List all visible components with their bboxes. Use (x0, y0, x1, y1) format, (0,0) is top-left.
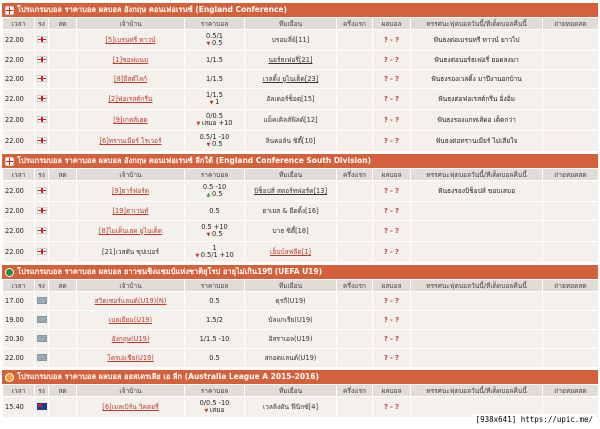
result-score: ? - ? (373, 292, 411, 311)
half-time-score (337, 349, 373, 368)
section-header[interactable] (2, 265, 598, 279)
match-row (3, 181, 599, 202)
col-header-result: ผลบอล (373, 18, 411, 30)
league-flag-cell (35, 131, 49, 152)
away-team: บรอมลี่ย์[11] (245, 30, 337, 51)
result-score: ? - ? (373, 51, 411, 70)
result-score: ? - ? (373, 311, 411, 330)
arrow-down-icon: ▼ (196, 120, 202, 127)
tip-link[interactable]: ฟันธงรองเวลดิ้ง มาปีงานอกบ้าน (411, 70, 543, 89)
tip-link[interactable]: ฟันธงต่อเบรนทรี ทาวน์ ยาวไป (411, 30, 543, 51)
odds-handicap: 0.5 (209, 296, 220, 305)
odds-line (207, 141, 223, 149)
away-team: ตุรกี(U19) (245, 292, 337, 311)
kickoff-time: 22.00 (3, 89, 35, 110)
odds-cell (185, 330, 245, 349)
live-cell (49, 221, 77, 242)
odds-stack (187, 113, 242, 128)
col-header-home: เจ้าบ้าน (77, 18, 185, 30)
league-flag-cell (35, 89, 49, 110)
kickoff-time: 20.30 (3, 330, 35, 349)
england-flag-icon (37, 137, 47, 144)
match-row (3, 221, 599, 242)
col-header-stream: ถ่ายทอดสด (543, 385, 599, 397)
away-team[interactable]: บิช็อปส์ สตอร์ทฟอร์ด[13] (245, 181, 337, 202)
home-team-link[interactable]: [21]เวสตัน ซุปเปอร์ (77, 242, 185, 263)
home-team-link[interactable]: [8]อีสต์ไลก์ (77, 70, 185, 89)
col-header-half: ครึ่งแรก (337, 280, 373, 292)
odds-cell (185, 311, 245, 330)
col-header-time: เวลา (3, 385, 35, 397)
odds-handicap: 1/1.5 -10 (199, 334, 230, 343)
fixture-table (2, 17, 599, 152)
half-time-score (337, 89, 373, 110)
odds-cell (185, 30, 245, 51)
half-time-score (337, 202, 373, 221)
league-flag-cell (35, 181, 49, 202)
away-team: ฮาเยส & ยีดดิ้ง[16] (245, 202, 337, 221)
result-score: ? - ? (373, 70, 411, 89)
col-header-half: ครึ่งแรก (337, 18, 373, 30)
match-row (3, 51, 599, 70)
england-flag-icon (37, 227, 47, 234)
league-section (2, 265, 598, 368)
result-score: ? - ? (373, 110, 411, 131)
table-header-row (3, 18, 599, 30)
odds-handicap: 0/0.5 (206, 111, 223, 120)
half-time-score (337, 131, 373, 152)
live-stream-cell (543, 89, 599, 110)
england-badge-icon (5, 6, 14, 15)
col-header-odds: ราคาบอล (185, 169, 245, 181)
england-flag-icon (37, 95, 47, 102)
live-cell (49, 131, 77, 152)
home-team-link[interactable]: [6]ทรานเมียร์ โรเวอร์ (77, 131, 185, 152)
odds-stack (187, 208, 242, 215)
kickoff-time: 15.40 (3, 397, 35, 418)
col-header-home: เจ้าบ้าน (77, 280, 185, 292)
away-team[interactable]: เวลดิ้ง ยูไนเต็ด[23] (245, 70, 337, 89)
tip-link (411, 242, 543, 263)
match-row (3, 292, 599, 311)
odds-stack (187, 336, 242, 343)
result-score: ? - ? (373, 221, 411, 242)
live-stream-cell (543, 221, 599, 242)
tip-link (411, 292, 543, 311)
odds-stack (187, 400, 242, 415)
odds-cell (185, 110, 245, 131)
live-cell (49, 242, 77, 263)
home-team-link[interactable]: [8]ไมเด็นเฮด ยูไนเต็ด (77, 221, 185, 242)
england-flag-icon (37, 207, 47, 214)
odds-stack (187, 134, 242, 149)
match-row (3, 202, 599, 221)
col-header-live: สด (49, 18, 77, 30)
away-team: ลินคอล์น ซิตี้[10] (245, 131, 337, 152)
section-header[interactable] (2, 370, 598, 384)
odds-price: เสมอ (209, 405, 225, 414)
league-section (2, 154, 598, 263)
odds-price: 0.5 (211, 189, 223, 198)
result-score: ? - ? (373, 181, 411, 202)
odds-stack (187, 298, 242, 305)
match-row (3, 242, 599, 263)
tip-link (411, 202, 543, 221)
col-header-odds: ราคาบอล (185, 18, 245, 30)
odds-price: 0.5 (211, 38, 223, 47)
tip-link[interactable]: ฟันธงรองบิช็อปส์ ขอบเสมอ (411, 181, 543, 202)
result-score: ? - ? (373, 397, 411, 418)
odds-handicap: 1/1.5 (206, 74, 223, 83)
section-header[interactable] (2, 154, 598, 168)
half-time-score (337, 311, 373, 330)
arrow-down-icon: ▼ (206, 231, 212, 238)
odds-price: เสมอ +10 (201, 118, 233, 127)
col-header-tip: ทรรศนะฟุตบอลวันนี้/ทีเด็ดบอลคืนนี้ (411, 18, 543, 30)
away-team: แม็คเคิลส์ฟิลด์[12] (245, 110, 337, 131)
europe-flag-icon (37, 354, 47, 361)
match-row (3, 311, 599, 330)
col-header-half: ครึ่งแรก (337, 385, 373, 397)
col-header-league: รง (35, 385, 49, 397)
odds-stack (187, 184, 242, 199)
odds-handicap: 0.5/1 -10 (199, 132, 230, 141)
result-score: ? - ? (373, 330, 411, 349)
odds-cell (185, 292, 245, 311)
result-score: ? - ? (373, 349, 411, 368)
col-header-result: ผลบอล (373, 169, 411, 181)
league-flag-cell (35, 242, 49, 263)
odds-cell (185, 89, 245, 110)
odds-cell (185, 70, 245, 89)
section-header[interactable] (2, 3, 598, 17)
odds-line (207, 191, 223, 199)
kickoff-time: 22.00 (3, 51, 35, 70)
half-time-score (337, 330, 373, 349)
home-team-link[interactable]: เบลเยียม(U19) (77, 311, 185, 330)
odds-stack (187, 33, 242, 48)
live-stream-cell (543, 292, 599, 311)
odds-stack (187, 317, 242, 324)
odds-handicap: 0/0.5 -10 (199, 398, 230, 407)
half-time-score (337, 51, 373, 70)
col-header-away: ทีมเยือน (245, 169, 337, 181)
col-header-tip: ทรรศนะฟุตบอลวันนี้/ทีเด็ดบอลคืนนี้ (411, 280, 543, 292)
odds-line (195, 252, 233, 260)
europe-flag-icon (37, 335, 47, 342)
odds-cell (185, 202, 245, 221)
live-stream-cell (543, 110, 599, 131)
col-header-odds: ราคาบอล (185, 385, 245, 397)
live-cell (49, 51, 77, 70)
result-score: ? - ? (373, 89, 411, 110)
odds-stack (187, 57, 242, 64)
col-header-away: ทีมเยือน (245, 18, 337, 30)
odds-cell (185, 51, 245, 70)
col-header-time: เวลา (3, 169, 35, 181)
away-team[interactable]: นอร์ธเฟอรี่[21] (245, 51, 337, 70)
league-flag-cell (35, 221, 49, 242)
odds-line (207, 40, 223, 48)
live-stream-cell (543, 30, 599, 51)
kickoff-time: 22.00 (3, 181, 35, 202)
half-time-score (337, 397, 373, 418)
odds-line (210, 99, 220, 107)
home-team-link[interactable]: สวิตเซอร์แลนด์(U19)(N) (77, 292, 185, 311)
away-team[interactable]: เอ็บบ์สฟลีต[1] (245, 242, 337, 263)
odds-line (204, 407, 224, 415)
match-row (3, 89, 599, 110)
home-team-link[interactable]: โครเอเชีย(U19) (77, 349, 185, 368)
col-header-home: เจ้าบ้าน (77, 169, 185, 181)
england-flag-icon (37, 187, 47, 194)
col-header-stream: ถ่ายทอดสด (543, 169, 599, 181)
half-time-score (337, 181, 373, 202)
england-flag-icon (37, 36, 47, 43)
australia-flag-icon (37, 403, 47, 410)
col-header-stream: ถ่ายทอดสด (543, 280, 599, 292)
league-flag-cell (35, 311, 49, 330)
away-team: บาธ ซิตี้[18] (245, 221, 337, 242)
odds-stack (187, 92, 242, 107)
result-score: ? - ? (373, 30, 411, 51)
arrow-down-icon: ▼ (209, 99, 216, 106)
league-flag-cell (35, 70, 49, 89)
odds-stack (187, 245, 242, 260)
europe-flag-icon (37, 297, 47, 304)
live-cell (49, 292, 77, 311)
australia-badge-icon (5, 373, 14, 382)
england-badge-icon (5, 157, 14, 166)
col-header-away: ทีมเยือน (245, 280, 337, 292)
live-cell (49, 110, 77, 131)
match-row (3, 110, 599, 131)
odds-price: 1 (215, 97, 220, 106)
tip-link[interactable]: ฟันธงต่อฟอเรสต์กรีน อิ่งอิ่ม (411, 89, 543, 110)
odds-handicap: 1.5/2 (206, 315, 223, 324)
live-stream-cell (543, 131, 599, 152)
odds-stack (187, 224, 242, 239)
match-row (3, 131, 599, 152)
league-flag-cell (35, 110, 49, 131)
col-header-live: สด (49, 385, 77, 397)
live-stream-cell (543, 51, 599, 70)
odds-handicap: 1/1.5 (206, 90, 223, 99)
england-flag-icon (37, 56, 47, 63)
live-stream-cell (543, 330, 599, 349)
away-team: เวลลิงตัน ฟีนิกซ์[4] (245, 397, 337, 418)
fixture-table (2, 384, 599, 418)
live-cell (49, 397, 77, 418)
live-cell (49, 311, 77, 330)
odds-line (207, 231, 223, 239)
odds-handicap: 0.5 (209, 353, 220, 362)
col-header-time: เวลา (3, 280, 35, 292)
kickoff-time: 22.00 (3, 242, 35, 263)
section-title: โปรแกรมบอล ราคาบอล ผลบอล อังกฤษ คอนเฟอเรนซ์ (England Conference) (17, 5, 287, 14)
arrow-down-icon: ▼ (195, 252, 201, 259)
tip-link (411, 349, 543, 368)
col-header-time: เวลา (3, 18, 35, 30)
kickoff-time: 22.00 (3, 131, 35, 152)
kickoff-time: 22.00 (3, 110, 35, 131)
half-time-score (337, 110, 373, 131)
odds-price: 0.5 (211, 139, 223, 148)
odds-stack (187, 355, 242, 362)
col-header-tip: ทรรศนะฟุตบอลวันนี้/ทีเด็ดบอลคืนนี้ (411, 169, 543, 181)
live-cell (49, 330, 77, 349)
odds-price: 0.5/1 +10 (200, 250, 234, 259)
match-row (3, 349, 599, 368)
col-header-live: สด (49, 280, 77, 292)
odds-cell (185, 242, 245, 263)
tip-link (411, 221, 543, 242)
england-flag-icon (37, 75, 47, 82)
kickoff-time: 22.00 (3, 70, 35, 89)
odds-stack (187, 76, 242, 83)
home-team-link[interactable]: [6]เมลเบิร์น วิคตอรี่ (77, 397, 185, 418)
england-flag-icon (37, 116, 47, 123)
section-title: โปรแกรมบอล ราคาบอล ผลบอล อังกฤษ คอนเฟอเรนซ์ ลีกใต้ (England Conference South Division) (17, 156, 372, 165)
live-cell (49, 181, 77, 202)
result-score: ? - ? (373, 202, 411, 221)
kickoff-time: 22.00 (3, 30, 35, 51)
away-team: อัลเดอร์ช็อต[15] (245, 89, 337, 110)
odds-cell (185, 131, 245, 152)
live-cell (49, 70, 77, 89)
image-size-watermark: [938x641] https://upic.me/ (473, 414, 596, 425)
table-header-row (3, 169, 599, 181)
kickoff-time: 17.00 (3, 292, 35, 311)
arrow-down-icon: ▼ (206, 141, 212, 148)
live-stream-cell (543, 242, 599, 263)
col-header-tip: ทรรศนะฟุตบอลวันนี้/ทีเด็ดบอลคืนนี้ (411, 385, 543, 397)
match-row (3, 70, 599, 89)
half-time-score (337, 70, 373, 89)
col-header-live: สด (49, 169, 77, 181)
kickoff-time: 22.00 (3, 202, 35, 221)
result-score: ? - ? (373, 131, 411, 152)
league-section (2, 3, 598, 152)
odds-line (196, 120, 232, 128)
half-time-score (337, 221, 373, 242)
odds-price: 0.5 (211, 229, 223, 238)
england-flag-icon (37, 248, 47, 255)
league-flag-cell (35, 292, 49, 311)
odds-handicap: 1 (212, 243, 217, 252)
live-stream-cell (543, 349, 599, 368)
live-stream-cell (543, 202, 599, 221)
away-team: อิสราเอล(U19) (245, 330, 337, 349)
tip-link (411, 330, 543, 349)
col-header-odds: ราคาบอล (185, 280, 245, 292)
fixture-table (2, 279, 599, 368)
league-flag-cell (35, 30, 49, 51)
live-stream-cell (543, 70, 599, 89)
col-header-league: รง (35, 169, 49, 181)
away-team: สกอตแลนด์(U19) (245, 349, 337, 368)
league-section (2, 370, 598, 418)
league-flag-cell (35, 397, 49, 418)
tip-link[interactable]: ฟันธงต่อทรานเมียร์ ไม่เสียใจ (411, 131, 543, 152)
home-team-link[interactable]: [1]ชอฟแนม (77, 51, 185, 70)
live-cell (49, 30, 77, 51)
odds-cell (185, 349, 245, 368)
live-cell (49, 89, 77, 110)
match-row (3, 30, 599, 51)
europe-flag-icon (37, 316, 47, 323)
half-time-score (337, 242, 373, 263)
kickoff-time: 22.00 (3, 349, 35, 368)
fixture-table (2, 168, 599, 263)
section-title: โปรแกรมบอล ราคาบอล ผลบอล ออสเตรเลีย เอ ลีก (Australia League A 2015-2016) (17, 372, 319, 381)
kickoff-time: 19.00 (3, 311, 35, 330)
odds-handicap: 0.5/1 (206, 31, 223, 40)
col-header-league: รง (35, 280, 49, 292)
away-team: บัลแกเรีย(U19) (245, 311, 337, 330)
table-header-row (3, 280, 599, 292)
odds-cell (185, 181, 245, 202)
home-team-link[interactable]: [9]เกทส์เฮด (77, 110, 185, 131)
col-header-home: เจ้าบ้าน (77, 385, 185, 397)
tip-link[interactable]: ฟันธงรองแกทเส้ดอ เด็ดกว่า (411, 110, 543, 131)
live-stream-cell (543, 181, 599, 202)
col-header-stream: ถ่ายทอดสด (543, 18, 599, 30)
col-header-half: ครึ่งแรก (337, 169, 373, 181)
home-team-link[interactable]: [19]ฮาเวนท์ (77, 202, 185, 221)
arrow-down-icon: ▼ (206, 40, 212, 47)
league-flag-cell (35, 202, 49, 221)
odds-handicap: 0.5 -10 (202, 182, 227, 191)
home-team-link[interactable]: [9]ฮาร์ฟอร์ด (77, 181, 185, 202)
odds-handicap: 0.5 +10 (201, 222, 228, 231)
kickoff-time: 22.00 (3, 221, 35, 242)
arrow-up-icon: ▲ (206, 191, 212, 198)
half-time-score (337, 30, 373, 51)
result-score: ? - ? (373, 242, 411, 263)
section-title: โปรแกรมบอล ราคาบอล ผลบอล ยาวชนชิงแชมป์แห่งชาติยุโรป อายุไม่เกิน19ปี (UEFA U19) (17, 267, 323, 276)
col-header-result: ผลบอล (373, 385, 411, 397)
arrow-down-icon: ▼ (204, 407, 210, 414)
half-time-score (337, 292, 373, 311)
league-flag-cell (35, 330, 49, 349)
league-flag-cell (35, 51, 49, 70)
odds-cell (185, 221, 245, 242)
odds-handicap: 1/1.5 (206, 55, 223, 64)
uefa-badge-icon (5, 268, 14, 277)
home-team-link[interactable]: [2]ฟอเรสต์กรีน (77, 89, 185, 110)
match-row (3, 330, 599, 349)
col-header-away: ทีมเยือน (245, 385, 337, 397)
home-team-link[interactable]: [5]เบรนทรี ทาวน์ (77, 30, 185, 51)
live-stream-cell (543, 311, 599, 330)
league-flag-cell (35, 349, 49, 368)
live-cell (49, 202, 77, 221)
col-header-league: รง (35, 18, 49, 30)
tip-link[interactable]: ฟันธงต่อนอร์ธเฟอรี่ ยอดลงมา (411, 51, 543, 70)
live-cell (49, 349, 77, 368)
odds-handicap: 0.5 (209, 206, 220, 215)
home-team-link[interactable]: อังกฤษ(U19) (77, 330, 185, 349)
odds-cell (185, 397, 245, 418)
col-header-result: ผลบอล (373, 280, 411, 292)
table-header-row (3, 385, 599, 397)
tip-link (411, 311, 543, 330)
